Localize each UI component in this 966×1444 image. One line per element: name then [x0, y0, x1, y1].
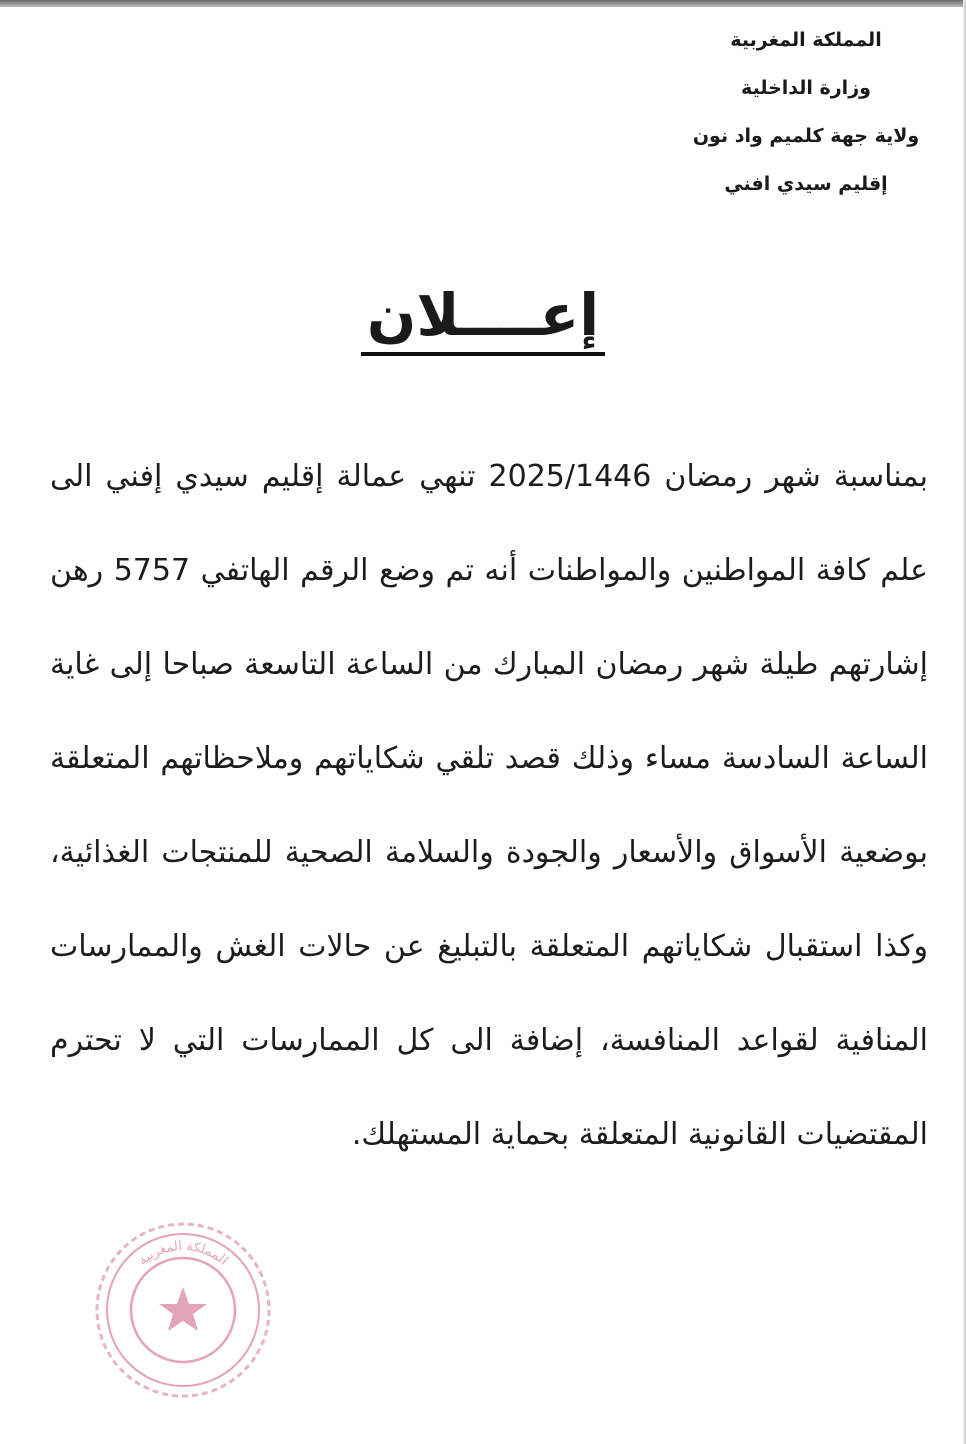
official-seal-star-icon: [88, 1215, 278, 1405]
letterhead-kingdom: المملكة المغربية: [730, 29, 882, 51]
announcement-title-wrap: [0, 278, 966, 356]
scan-top-edge: [0, 0, 966, 7]
announcement-title: إعــــلان: [361, 278, 605, 356]
letterhead: [676, 28, 936, 220]
announcement-body: بمناسبة شهر رمضان 2025/1446 تنهي عمالة إقليم سيدي إفني الى علم كافة المواطنين والمواطنات أنه تم وضع الرقم الهاتفي 5757 رهن إشارتهم طيلة شهر رمضان المبارك من الساعة التاسعة صباحا إلى غاية الساعة السادسة مساء وذلك قصد تلقي شكاياتهم وملاحظاتهم المتعلقة بوضعية الأسواق والأسعار والجودة والسلامة الصحية للمنتجات الغذائية، وكذا استقبال شكاياتهم المتعلقة بالتبليغ عن حالات الغش والممارسات المنافية لقواعد المنافسة، إضافة الى كل الممارسات التي لا تحترم المقتضيات القانونية المتعلقة بحماية المستهلك.: [50, 459, 929, 1152]
letterhead-province: إقليم سيدي افني: [724, 173, 888, 195]
letterhead-region: ولاية جهة كلميم واد نون: [692, 125, 920, 147]
letterhead-ministry: وزارة الداخلية: [741, 77, 871, 99]
seal-text: المملكة المغربية: [135, 1238, 231, 1269]
seal-star: [159, 1287, 207, 1331]
